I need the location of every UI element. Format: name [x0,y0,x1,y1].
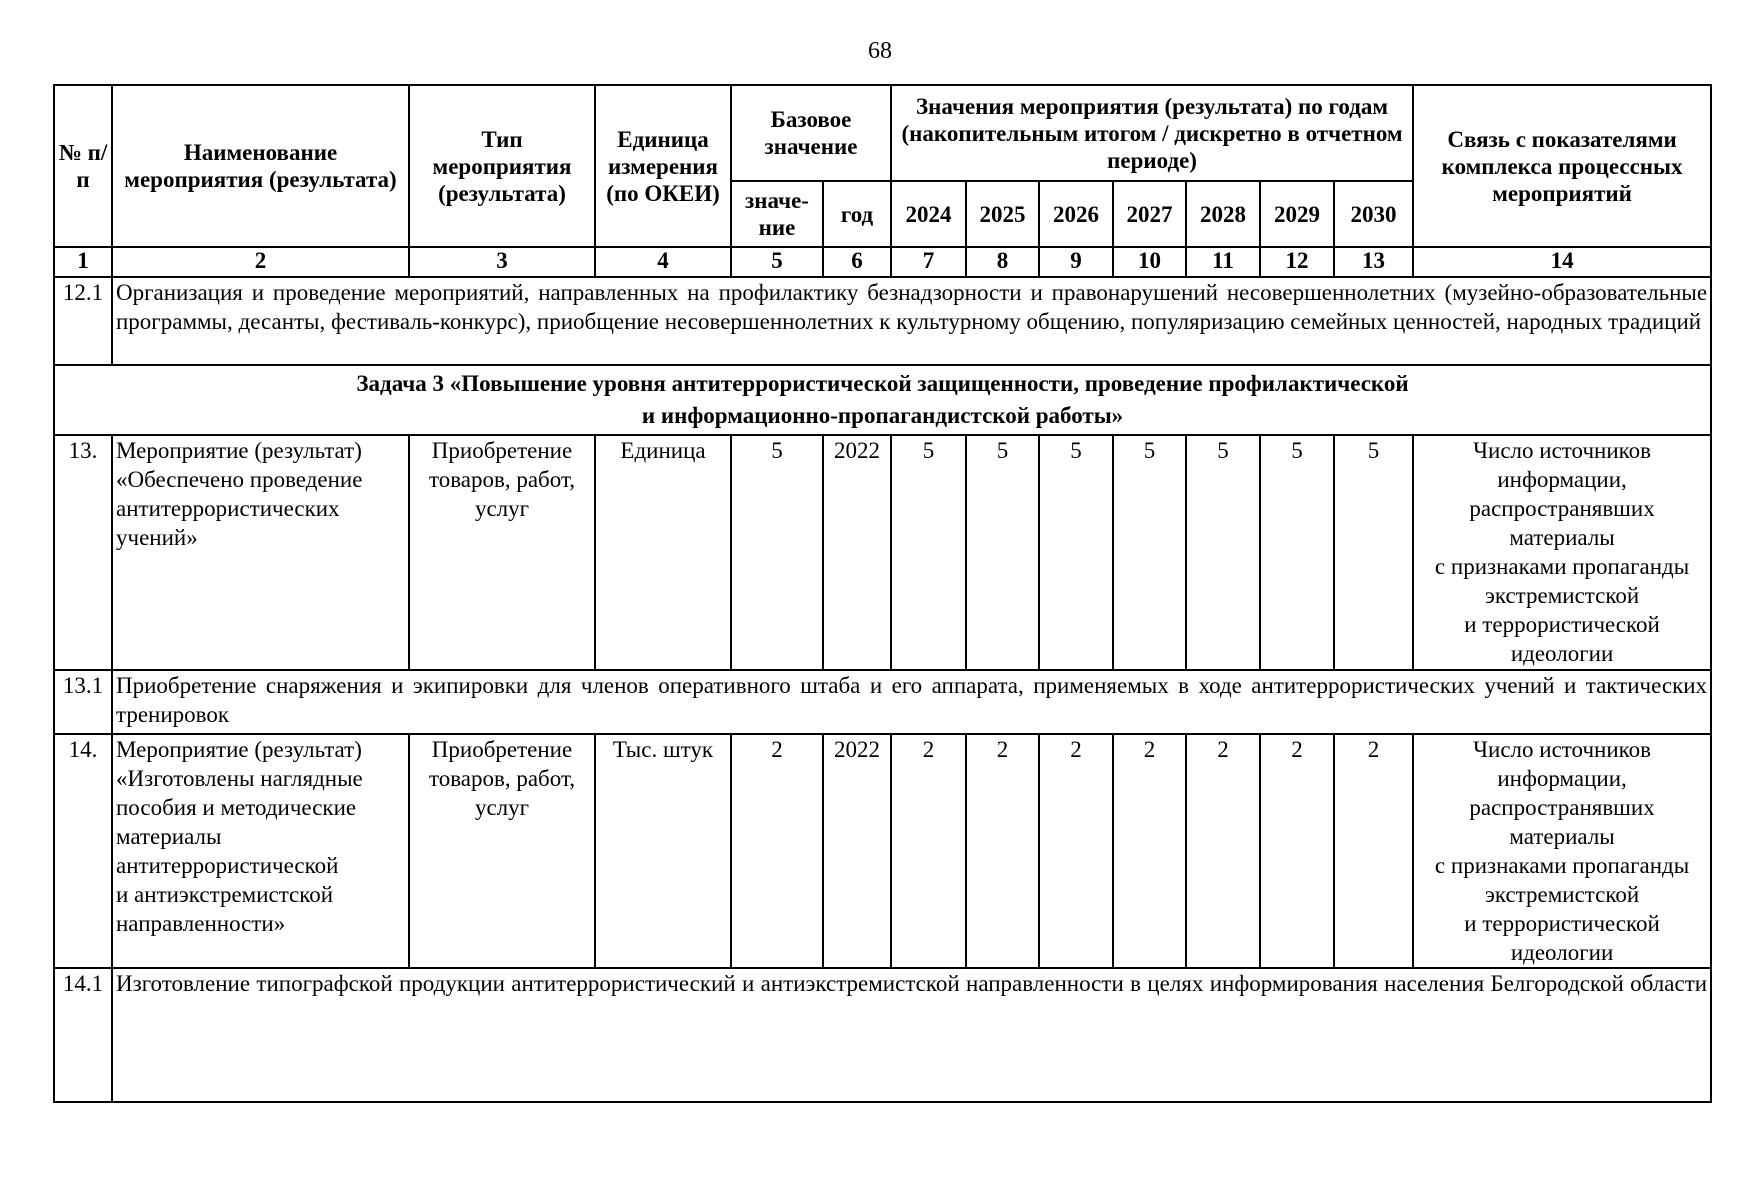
column-number: 11 [1186,247,1260,277]
task-3-line-1: Задача 3 «Повышение уровня антитеррористической защищенности, проведение профилактической [356,371,1409,396]
column-number: 2 [112,247,409,277]
page-number: 68 [868,38,892,64]
header-years-group: Значения мероприятия (результата) по годам (накопительным итогом / дискретно в отчетном периоде) [891,85,1413,181]
measure-name [112,435,409,670]
measure-type-line: Приобретение [431,438,573,463]
indicator-link-line: информации, [1497,467,1627,492]
column-number: 7 [891,247,966,277]
year-value: 5 [966,435,1039,670]
indicator-link [1413,435,1711,670]
row-number: 14.1 [54,968,112,1102]
indicator-link-line: распространявших [1469,496,1655,521]
task-3-row [54,365,1711,435]
indicator-link [1413,734,1711,968]
header-number: № п/п [54,85,112,247]
indicator-link-line: экстремистской [1484,583,1640,608]
measure-name-line: учений» [116,525,198,550]
measure-unit: Единица [595,435,731,670]
table-row-14-1 [54,968,1711,1102]
indicator-link-line: экстремистской [1484,882,1640,907]
table-row-12-1 [54,277,1711,365]
table-row-13-1 [54,670,1711,734]
column-number: 14 [1413,247,1711,277]
year-value: 5 [1039,435,1113,670]
year-value: 2 [966,734,1039,968]
indicator-link-line: материалы [1509,525,1615,550]
year-value: 2 [1113,734,1186,968]
measure-name-line: «Изготовлены наглядные [116,766,363,791]
measure-type [409,435,595,670]
year-value: 2 [1039,734,1113,968]
column-number: 5 [731,247,823,277]
measure-name-line: Мероприятие (результат) [116,438,362,463]
column-number: 13 [1334,247,1413,277]
task-3-line-2: и информационно-пропагандистской работы» [641,403,1124,428]
column-numbers-row [54,247,1711,277]
indicator-link-line: материалы [1509,824,1615,849]
indicator-link-line: Число источников [1473,737,1652,762]
indicator-link-line: Число источников [1473,438,1652,463]
year-value: 5 [1113,435,1186,670]
header-row-top [54,85,1711,181]
indicator-link-line: и террористической [1464,911,1660,936]
column-number: 10 [1113,247,1186,277]
header-link: Связь с показателями комплекса процессных мероприятий [1413,85,1711,247]
row-description: Приобретение снаряжения и экипировки для членов оперативного штаба и его аппарата, применяемых в ходе антитеррористических учений и тактических тренировок [112,670,1711,734]
column-number: 8 [966,247,1039,277]
indicator-link-line: информации, [1497,766,1627,791]
header-unit: Единица измерения (по ОКЕИ) [595,85,731,247]
header-year: 2027 [1113,181,1186,247]
table-row-14 [54,734,1711,968]
row-number: 13. [54,435,112,670]
measure-type-line: товаров, работ, [428,766,576,791]
header-year: 2028 [1186,181,1260,247]
measure-type-line: услуг [474,795,530,820]
base-year: 2022 [823,435,891,670]
indicator-link-line: распространявших [1469,795,1655,820]
base-value: 2 [731,734,823,968]
header-year: 2026 [1039,181,1113,247]
year-value: 2 [1334,734,1413,968]
row-number: 12.1 [54,277,112,365]
header-year: 2029 [1260,181,1334,247]
header-base-value: значе-ние [731,181,823,247]
task-3-title [54,365,1711,435]
indicator-link-line: и террористической [1464,612,1660,637]
column-number: 6 [823,247,891,277]
header-year: 2030 [1334,181,1413,247]
measure-type-line: услуг [474,496,530,521]
year-value: 2 [891,734,966,968]
measure-type-line: товаров, работ, [428,467,576,492]
indicator-link-line: с признаками пропаганды [1434,853,1690,878]
row-description: Организация и проведение мероприятий, направленных на профилактику безнадзорности и правонарушений несовершеннолетних (музейно-образовательные программы, десанты, фестиваль-конкурс), приобщение несовершеннолетних к культурному общению, популяризацию семейных ценностей, народных традиций [112,277,1711,365]
measure-unit: Тыс. штук [595,734,731,968]
indicator-link-line: с признаками пропаганды [1434,554,1690,579]
measures-table [53,84,1712,1103]
measure-name-line: антитеррористической [116,853,339,878]
base-value: 5 [731,435,823,670]
year-value: 2 [1186,734,1260,968]
year-value: 5 [1186,435,1260,670]
indicator-link-line: идеологии [1510,641,1614,666]
year-value: 5 [1260,435,1334,670]
year-value: 5 [1334,435,1413,670]
row-description: Изготовление типографской продукции антитеррористический и антиэкстремистской направленности в целях информирования населения Белгородской области [112,968,1711,1102]
indicator-link-line: идеологии [1510,940,1614,965]
measure-name-line: «Обеспечено проведение [116,467,363,492]
year-value: 2 [1260,734,1334,968]
header-year: 2024 [891,181,966,247]
measure-name [112,734,409,968]
column-number: 3 [409,247,595,277]
year-value: 5 [891,435,966,670]
measure-type [409,734,595,968]
header-base-group: Базовое значение [731,85,891,181]
header-type: Тип мероприятия (результата) [409,85,595,247]
row-number: 13.1 [54,670,112,734]
measure-name-line: пособия и методические [116,795,357,820]
measure-name-line: направленности» [116,911,286,936]
measure-type-line: Приобретение [431,737,573,762]
column-number: 9 [1039,247,1113,277]
header-base-year: год [823,181,891,247]
column-number: 4 [595,247,731,277]
measure-name-line: материалы [116,824,222,849]
measure-name-line: и антиэкстремистской [116,882,334,907]
base-year: 2022 [823,734,891,968]
row-number: 14. [54,734,112,968]
measure-name-line: Мероприятие (результат) [116,737,362,762]
table-row-13 [54,435,1711,670]
column-number: 12 [1260,247,1334,277]
header-year: 2025 [966,181,1039,247]
measure-name-line: антитеррористических [116,496,340,521]
column-number: 1 [54,247,112,277]
header-name: Наименование мероприятия (результата) [112,85,409,247]
